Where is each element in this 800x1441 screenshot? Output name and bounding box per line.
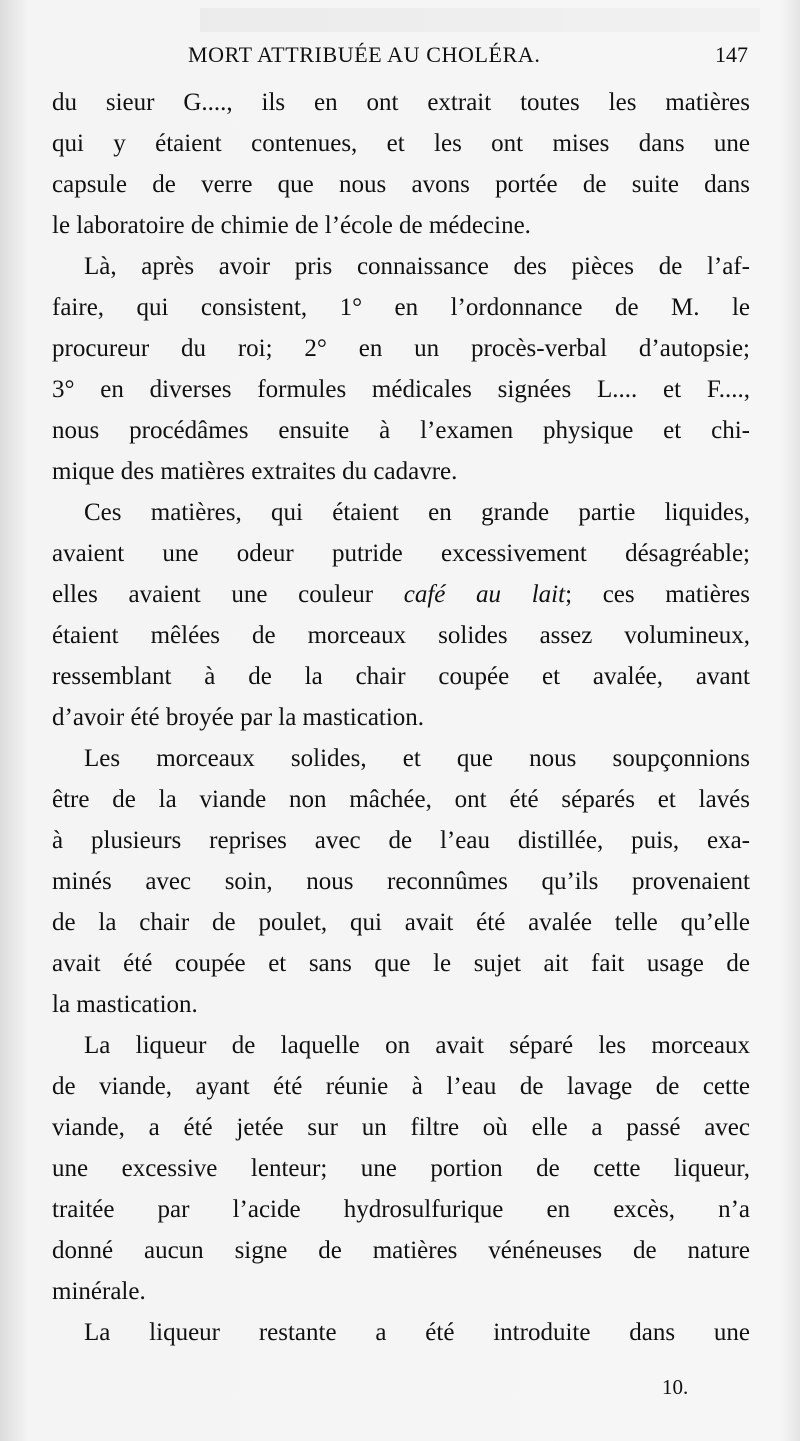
text-line: faire, qui consistent, 1° en l’ordonnance de M. le <box>52 294 750 321</box>
italic-phrase: café au lait <box>403 581 566 608</box>
text-line: le laboratoire de chimie de l’école de médecine. <box>52 212 531 239</box>
text-line: minérale. <box>52 1278 146 1305</box>
text-line-with-italic <box>52 574 750 615</box>
text-line: nous procédâmes ensuite à l’examen physique et chi- <box>52 417 750 444</box>
page-number: 147 <box>715 42 748 67</box>
text-segment: ; ces matières <box>565 581 750 608</box>
page-body <box>52 82 750 1353</box>
text-segment: elles avaient une couleur <box>52 581 404 608</box>
text-line: donné aucun signe de matières vénéneuses de nature <box>52 1237 750 1264</box>
text-line: capsule de verre que nous avons portée de suite dans <box>52 171 750 198</box>
text-line: 3° en diverses formules médicales signées L.... et F...., <box>52 376 750 403</box>
text-line: minés avec soin, nous reconnûmes qu’ils provenaient <box>52 868 750 895</box>
text-line: Là, après avoir pris connaissance des pièces de l’af- <box>84 253 750 280</box>
text-line: étaient mêlées de morceaux solides assez volumineux, <box>52 622 750 649</box>
text-line: être de la viande non mâchée, ont été séparés et lavés <box>52 786 750 813</box>
text-line: du sieur G...., ils en ont extrait toutes les matières <box>52 89 750 116</box>
signature-mark: 10. <box>662 1375 689 1399</box>
text-line: procureur du roi; 2° en un procès-verbal d’autopsie; <box>52 335 750 362</box>
text-line: Ces matières, qui étaient en grande partie liquides, <box>84 499 750 526</box>
text-line: mique des matières extraites du cadavre. <box>52 458 458 485</box>
page-header <box>188 42 748 78</box>
text-line: viande, a été jetée sur un filtre où elle a passé avec <box>52 1114 750 1141</box>
text-line: traitée par l’acide hydrosulfurique en excès, n’a <box>52 1196 750 1223</box>
text-line: avait été coupée et sans que le sujet ait fait usage de <box>52 950 750 977</box>
running-title: MORT ATTRIBUÉE AU CHOLÉRA. <box>188 42 541 67</box>
text-line: ressemblant à de la chair coupée et avalée, avant <box>52 663 750 690</box>
bleed-through-shadow <box>200 8 760 32</box>
text-line: La liqueur de laquelle on avait séparé les morceaux <box>84 1032 750 1059</box>
text-line: Les morceaux solides, et que nous soupçonnions <box>84 745 750 772</box>
text-line: de la chair de poulet, qui avait été avalée telle qu’elle <box>52 909 750 936</box>
text-line: de viande, ayant été réunie à l’eau de lavage de cette <box>52 1073 750 1100</box>
text-line: une excessive lenteur; une portion de cette liqueur, <box>52 1155 750 1182</box>
text-line: à plusieurs reprises avec de l’eau distillée, puis, exa- <box>52 827 750 854</box>
text-line: la mastication. <box>52 991 198 1018</box>
text-line: qui y étaient contenues, et les ont mises dans une <box>52 130 750 157</box>
text-line: La liqueur restante a été introduite dans une <box>84 1319 750 1346</box>
text-line: avaient une odeur putride excessivement désagréable; <box>52 540 750 567</box>
text-line: d’avoir été broyée par la mastication. <box>52 704 425 731</box>
